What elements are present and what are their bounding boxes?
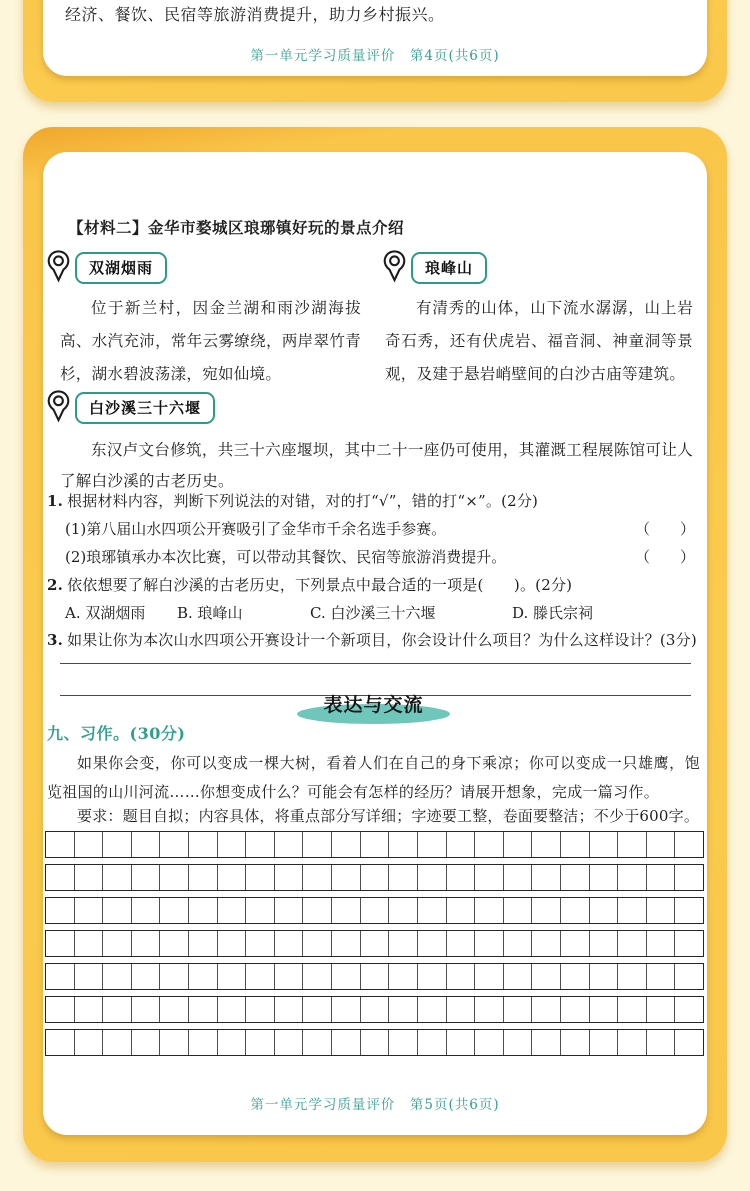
grid-row [45,996,704,1023]
grid-cell [189,964,218,989]
grid-cell [504,832,533,857]
spot-badge-langfengshan: 琅峰山 [411,252,487,284]
question-2 [47,574,572,595]
prev-page-paper [43,0,707,76]
grid-cell [475,931,504,956]
grid-cell [132,964,161,989]
question-1 [47,490,538,511]
grid-cell [332,1030,361,1055]
grid-cell [46,964,75,989]
grid-cell [418,832,447,857]
grid-cell [590,898,619,923]
location-pin-icon [382,249,407,283]
grid-cell [647,997,676,1022]
grid-cell [618,931,647,956]
grid-row [45,864,704,891]
grid-row [45,831,704,858]
grid-cell [332,931,361,956]
grid-cell [447,865,476,890]
grid-cell [246,898,275,923]
grid-cell [103,832,132,857]
grid-cell [675,964,703,989]
option-d: D. 滕氏宗祠 [512,604,594,622]
grid-cell [103,997,132,1022]
prev-page-footer: 第一单元学习质量评价 第4页(共6页) [250,48,500,64]
grid-cell [590,997,619,1022]
grid-cell [275,997,304,1022]
grid-cell [418,898,447,923]
grid-cell [189,898,218,923]
grid-cell [189,832,218,857]
prev-page-card [23,0,727,102]
grid-cell [647,865,676,890]
grid-cell [275,964,304,989]
essay-requirements: 要求：题目自拟；内容具体，将重点部分写详细；字迹要工整，卷面要整洁；不少于600字。 [77,807,700,825]
grid-cell [218,964,247,989]
grid-cell [275,832,304,857]
grid-cell [303,931,332,956]
grid-cell [103,964,132,989]
grid-cell [218,931,247,956]
question-3 [47,629,697,650]
grid-cell [132,898,161,923]
grid-cell [647,898,676,923]
grid-cell [590,865,619,890]
grid-cell [361,865,390,890]
grid-cell [361,898,390,923]
grid-cell [132,865,161,890]
grid-cell [647,832,676,857]
question-2-options [43,602,703,624]
spot-badge-shuanghu: 双湖烟雨 [75,252,167,284]
grid-cell [561,931,590,956]
grid-cell [303,964,332,989]
grid-cell [218,1030,247,1055]
question-3-text: 如果让你为本次山水四项公开赛设计一个新项目，你会设计什么项目？为什么这样设计？(3分) [67,631,697,649]
option-c: C. 白沙溪三十六堰 [310,604,436,622]
grid-cell [132,997,161,1022]
option-b: B. 琅峰山 [177,604,243,622]
current-page-card [23,127,727,1162]
grid-cell [103,1030,132,1055]
grid-cell [275,1030,304,1055]
grid-cell [675,898,703,923]
grid-cell [447,997,476,1022]
grid-cell [46,931,75,956]
grid-cell [332,898,361,923]
grid-cell [504,964,533,989]
grid-cell [160,1030,189,1055]
grid-cell [361,832,390,857]
grid-cell [303,898,332,923]
grid-cell [532,964,561,989]
grid-cell [618,865,647,890]
grid-cell [389,865,418,890]
grid-cell [361,997,390,1022]
grid-cell [618,964,647,989]
grid-cell [189,865,218,890]
grid-cell [504,931,533,956]
grid-cell [332,865,361,890]
question-1-item-2 [65,546,695,567]
spot-badge-baishaxi: 白沙溪三十六堰 [75,392,215,424]
grid-cell [532,1030,561,1055]
grid-cell [590,1030,619,1055]
grid-cell [389,997,418,1022]
grid-cell [475,832,504,857]
spot-desc-shuanghu: 位于新兰村，因金兰湖和雨沙湖海拔高、水汽充沛，常年云雾缭绕，两岸翠竹青杉，湖水碧波荡漾，宛如仙境。 [60,299,361,383]
grid-cell [389,832,418,857]
material2-title: 【材料二】金华市婺城区琅琊镇好玩的景点介绍 [68,218,405,237]
grid-cell [160,964,189,989]
essay-prompt: 如果你会变，你可以变成一棵大树，看着人们在自己的身下乘凉；你可以变成一只雄鹰，饱览祖国的山川河流……你想变成什么？可能会有怎样的经历？请展开想象，完成一篇习作。 [47,754,700,801]
grid-cell [275,865,304,890]
grid-cell [418,931,447,956]
grid-cell [275,898,304,923]
grid-cell [675,931,703,956]
grid-cell [418,964,447,989]
grid-cell [275,931,304,956]
grid-cell [246,931,275,956]
grid-cell [561,964,590,989]
grid-cell [561,1030,590,1055]
grid-cell [532,865,561,890]
grid-cell [389,1030,418,1055]
question-1-text: 根据材料内容，判断下列说法的对错，对的打“√”，错的打“×”。(2分) [67,492,539,510]
grid-cell [46,898,75,923]
question-9-label: 九、习作。(30分) [47,724,186,743]
grid-cell [332,964,361,989]
grid-cell [418,865,447,890]
location-pin-icon [46,389,71,423]
grid-cell [75,865,104,890]
grid-cell [103,865,132,890]
grid-cell [389,931,418,956]
grid-cell [561,832,590,857]
grid-cell [590,964,619,989]
grid-cell [46,865,75,890]
grid-cell [75,832,104,857]
current-page-paper [43,152,707,1135]
grid-row [45,1029,704,1056]
option-a: A. 双湖烟雨 [65,604,146,622]
grid-cell [590,832,619,857]
composition-grid [45,831,704,1062]
grid-cell [675,997,703,1022]
grid-cell [246,964,275,989]
grid-cell [504,898,533,923]
grid-cell [361,931,390,956]
grid-cell [475,865,504,890]
grid-cell [246,997,275,1022]
grid-cell [418,997,447,1022]
spot-desc-baishaxi: 东汉卢文台修筑，共三十六座堰坝，其中二十一座仍可使用，其灌溉工程展陈馆可让人了解白沙溪的古老历史。 [60,441,693,490]
grid-cell [475,964,504,989]
grid-cell [618,898,647,923]
answer-line [60,663,691,664]
grid-cell [675,1030,703,1055]
grid-cell [618,1030,647,1055]
grid-cell [303,1030,332,1055]
grid-cell [618,997,647,1022]
grid-cell [475,898,504,923]
grid-cell [103,931,132,956]
grid-cell [103,898,132,923]
grid-cell [504,1030,533,1055]
section-title: 表达与交流 [323,695,424,716]
grid-cell [218,865,247,890]
grid-cell [160,832,189,857]
grid-cell [504,997,533,1022]
grid-cell [389,964,418,989]
grid-cell [160,997,189,1022]
prev-page-text: 经济、餐饮、民宿等旅游消费提升，助力乡村振兴。 [65,5,445,24]
grid-cell [218,997,247,1022]
grid-cell [189,1030,218,1055]
current-page-footer: 第一单元学习质量评价 第5页(共6页) [250,1097,500,1113]
grid-cell [561,898,590,923]
grid-cell [647,931,676,956]
grid-cell [303,997,332,1022]
question-1-item-1-text: (1)第八届山水四项公开赛吸引了金华市千余名选手参赛。 [65,520,447,538]
grid-cell [418,1030,447,1055]
grid-cell [532,832,561,857]
grid-cell [46,997,75,1022]
grid-cell [246,832,275,857]
grid-cell [447,931,476,956]
grid-cell [132,832,161,857]
grid-cell [46,832,75,857]
grid-cell [218,832,247,857]
grid-cell [475,1030,504,1055]
question-2-text: 依依想要了解白沙溪的古老历史，下列景点中最合适的一项是( )。(2分) [67,576,573,594]
grid-cell [189,997,218,1022]
grid-cell [361,964,390,989]
grid-cell [189,931,218,956]
grid-cell [160,865,189,890]
question-1-item-1 [65,518,695,539]
grid-cell [218,898,247,923]
grid-cell [532,997,561,1022]
grid-cell [75,1030,104,1055]
grid-cell [246,865,275,890]
grid-cell [75,997,104,1022]
grid-cell [475,997,504,1022]
question-1-item-2-text: (2)琅琊镇承办本次比赛，可以带动其餐饮、民宿等旅游消费提升。 [65,548,507,566]
answer-bracket: （ ） [634,520,695,538]
grid-cell [447,832,476,857]
location-pin-icon [46,249,71,283]
grid-cell [647,964,676,989]
question-3-number: 3. [47,631,64,649]
grid-cell [618,832,647,857]
grid-cell [75,931,104,956]
grid-cell [447,1030,476,1055]
grid-cell [675,865,703,890]
grid-cell [532,931,561,956]
grid-cell [46,1030,75,1055]
grid-cell [160,898,189,923]
grid-cell [590,931,619,956]
grid-cell [389,898,418,923]
grid-cell [361,1030,390,1055]
grid-cell [504,865,533,890]
grid-cell [447,898,476,923]
question-2-number: 2. [47,576,64,594]
grid-row [45,963,704,990]
grid-cell [675,832,703,857]
grid-cell [303,865,332,890]
grid-cell [561,865,590,890]
grid-cell [303,832,332,857]
grid-cell [647,1030,676,1055]
answer-bracket: （ ） [634,548,695,566]
grid-cell [332,832,361,857]
grid-cell [75,898,104,923]
grid-cell [246,1030,275,1055]
question-1-number: 1. [47,492,64,510]
grid-row [45,897,704,924]
spot-desc-langfengshan: 有清秀的山体，山下流水潺潺，山上岩奇石秀，还有伏虎岩、福音洞、神童洞等景观，及建于悬岩峭壁间的白沙古庙等建筑。 [385,299,693,383]
grid-cell [332,997,361,1022]
grid-cell [132,1030,161,1055]
grid-cell [75,964,104,989]
grid-cell [447,964,476,989]
grid-cell [132,931,161,956]
grid-cell [561,997,590,1022]
grid-row [45,930,704,957]
grid-cell [160,931,189,956]
grid-cell [532,898,561,923]
